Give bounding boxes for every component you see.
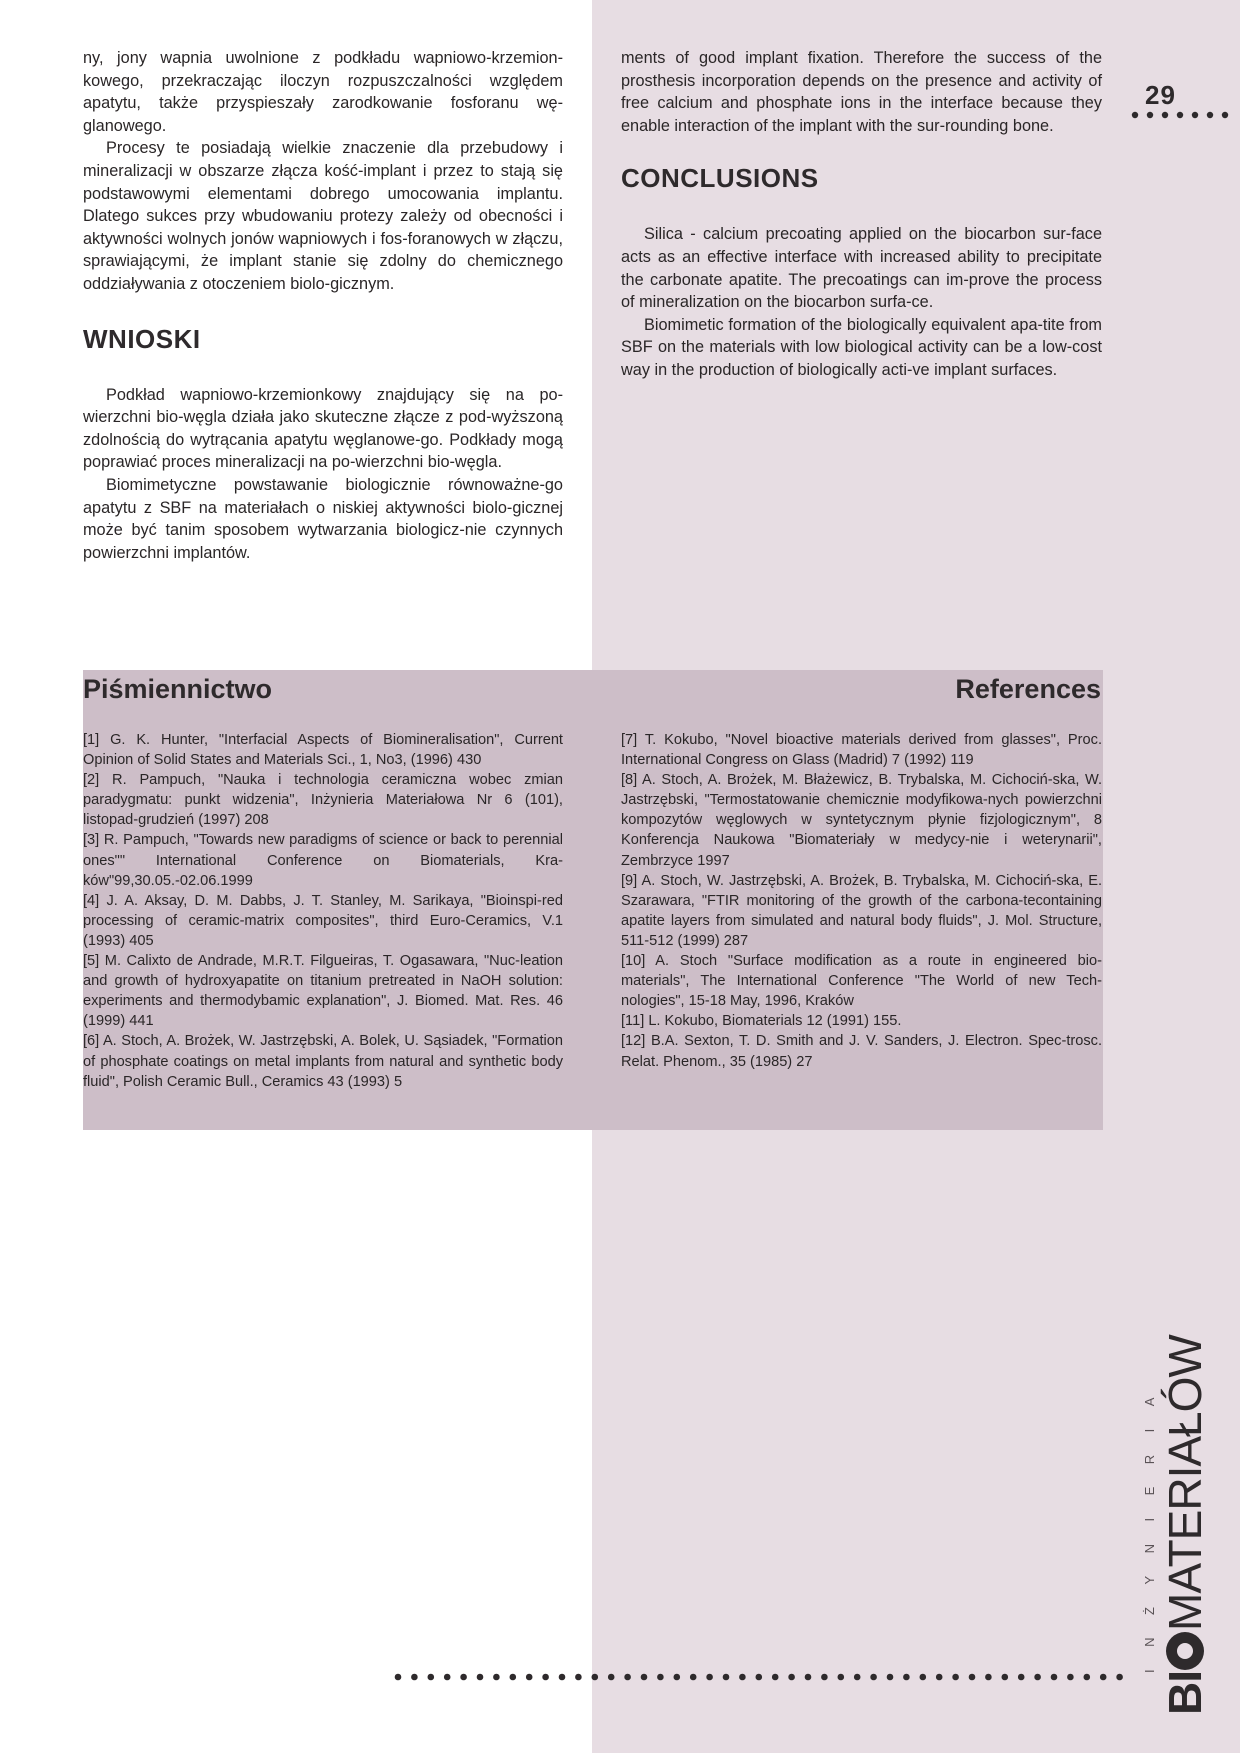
dot	[608, 1674, 615, 1681]
dot	[1100, 1674, 1107, 1681]
dot	[1051, 1674, 1058, 1681]
reference-item: [1] G. K. Hunter, "Interfacial Aspects of Biomineralisation", Current Opinion of Solid States and Materials Sci., 1, No3, (1996) 430	[83, 732, 563, 769]
dot	[1034, 1674, 1041, 1681]
references-heading-english: References	[955, 674, 1101, 704]
dot	[641, 1674, 648, 1681]
dot	[559, 1674, 566, 1681]
dot	[1116, 1674, 1123, 1681]
dot	[395, 1674, 402, 1681]
dot	[510, 1674, 517, 1681]
reference-item: [5] M. Calixto de Andrade, M.R.T. Filgueiras, T. Ogasawara, "Nuc-leation and growth of hydroxyapatite on titanium pretreated in NaOH solution: experiments and thermodybamic explanation", J. Biomed. Mat. Res. 46 (1999) 441	[83, 953, 563, 1030]
dot	[411, 1674, 418, 1681]
dot	[460, 1674, 467, 1681]
dot	[624, 1674, 631, 1681]
paragraph: Silica - calcium precoating applied on the biocarbon sur-face acts as an effective interface with increased ability to precipitate the carbonate apatite. The precoatings can im-prove the process of mineralization on the biocarbon surfa-ce.	[621, 225, 1102, 312]
dot	[575, 1674, 582, 1681]
reference-item: [3] R. Pampuch, "Towards new paradigms of science or back to perennial ones"" International Conference on Biomaterials, Kra-ków"99,30.05.-02.06.1999	[83, 832, 563, 889]
reference-item: [7] T. Kokubo, "Novel bioactive materials derived from glasses", Proc. International Congress on Glass (Madrid) 7 (1992) 119	[621, 732, 1102, 769]
dot	[674, 1674, 681, 1681]
logo-circle-icon	[1166, 1632, 1204, 1670]
logo-title-end: MATERIAŁÓW	[1159, 1335, 1211, 1631]
logo-title	[1160, 1335, 1210, 1715]
dot	[805, 1674, 812, 1681]
reference-item: [4] J. A. Aksay, D. M. Dabbs, J. T. Stanley, M. Sarikaya, "Bioinspi-red processing of ceramic-matrix composites", third Euro-Ceramics, V.1 (1993) 405	[83, 892, 563, 949]
dot	[723, 1674, 730, 1681]
reference-item: [8] A. Stoch, A. Brożek, M. Błażewicz, B. Trybalska, M. Cichociń-ska, W. Jastrzębski, "Termostatowanie chemicznie modyfikowa-nych powierzchni kompozytów węglowych w syntetycznym płynie fizjologicznym", 8 Konferencja Naukowa "Biomateriały w medycy-nie i weterynarii", Zembrzyce 1997	[621, 772, 1102, 869]
dot	[428, 1674, 435, 1681]
dot	[788, 1674, 795, 1681]
reference-item: [12] B.A. Sexton, T. D. Smith and J. V. Sanders, J. Electron. Spec-trosc. Relat. Phenom., 35 (1985) 27	[621, 1033, 1102, 1070]
logo-subtitle: INŻYNIERIA	[1142, 1375, 1157, 1673]
paragraph: ments of good implant fixation. Therefore the success of the prosthesis incorporation depends on the presence and activity of free calcium and phosphate ions in the interface because they enable interaction of the implant with the sur-rounding bone.	[621, 49, 1102, 135]
paragraph: Podkład wapniowo-krzemionkowy znajdujący się na po-wierzchni bio-węgla działa jako skuteczne złącze z pod-wyższoną zdolnością do wytrącania apatytu węglanowe-go. Podkłady mogą poprawiać proces mineralizacji na po-wierzchni bio-węgla.	[83, 385, 563, 472]
dot	[477, 1674, 484, 1681]
dot	[854, 1674, 861, 1681]
dot	[444, 1674, 451, 1681]
dot	[542, 1674, 549, 1681]
reference-item: [2] R. Pampuch, "Nauka i technologia ceramiczna wobec zmian paradygmatu: punkt widzenia", Inżynieria Materiałowa Nr 6 (101), listopad-grudzień (1997) 208	[83, 772, 563, 829]
dot	[870, 1674, 877, 1681]
page-number: 29	[1145, 80, 1176, 110]
dot	[985, 1674, 992, 1681]
paragraph: Biomimetic formation of the biologically equivalent apa-tite from SBF on the materials with low biological activity can be a low-cost way in the production of biologically acti-ve implant surfaces.	[621, 315, 1102, 379]
references-list-left	[83, 730, 563, 1092]
reference-item: [10] A. Stoch "Surface modification as a route in engineered bio-materials", The International Conference "The World of new Tech-nologies", 15-18 May, 1996, Kraków	[621, 953, 1102, 1010]
dot	[1002, 1674, 1009, 1681]
reference-item: [11] L. Kokubo, Biomaterials 12 (1991) 155.	[621, 1013, 902, 1030]
references-heading-polish: Piśmiennictwo	[83, 674, 273, 704]
dot	[706, 1674, 713, 1681]
dot	[1018, 1674, 1025, 1681]
decorative-dots-bottom	[392, 1671, 1134, 1683]
dot	[772, 1674, 779, 1681]
paragraph: Biomimetyczne powstawanie biologicznie równoważne-go apatytu z SBF na materiałach o niskiej aktywności biolo-gicznej może być tanim sposobem wytwarzania biologicz-nie czynnych powierzchni implantów.	[83, 475, 563, 562]
dot	[739, 1674, 746, 1681]
dot	[903, 1674, 910, 1681]
paragraph: Procesy te posiadają wielkie znaczenie dla przebudowy i mineralizacji w obszarze złącza kość-implant i przez to stają się podstawowymi elementami dobrego umocowania implantu. Dlatego sukces przy wbudowaniu protezy zależy od obecności i aktywności wolnych jonów wapniowych i fos-foranowych w złączu, sprawiającymi, że implant stanie się zdolny do chemicznego oddziaływania z otoczeniem biolo-gicznym.	[83, 139, 563, 293]
dot	[690, 1674, 697, 1681]
dot	[920, 1674, 927, 1681]
section-heading-wnioski: WNIOSKI	[83, 323, 201, 354]
dot	[493, 1674, 500, 1681]
dot	[592, 1674, 599, 1681]
dot	[526, 1674, 533, 1681]
dot	[657, 1674, 664, 1681]
dot	[936, 1674, 943, 1681]
polish-text-column	[83, 47, 563, 564]
dot	[1067, 1674, 1074, 1681]
paragraph: ny, jony wapnia uwolnione z podkładu wapniowo-krzemion-kowego, przekraczając iloczyn rozpuszczalności względem apatytu, także przyspieszały zarodkowanie fosforanu wę-glanowego.	[83, 49, 563, 135]
journal-logo	[1142, 1325, 1240, 1715]
section-heading-conclusions: CONCLUSIONS	[621, 163, 819, 194]
dot	[1084, 1674, 1091, 1681]
logo-title-start: BI	[1159, 1671, 1211, 1715]
dot	[821, 1674, 828, 1681]
dot	[969, 1674, 976, 1681]
reference-item: [9] A. Stoch, W. Jastrzębski, A. Brożek, B. Trybalska, M. Cichociń-ska, E. Szarawara, "FTIR monitoring of the growth of the carbona-tecontaining apatite layers from simulated and natural body fluids", J. Mol. Structure, 511-512 (1999) 287	[621, 872, 1102, 949]
dot	[952, 1674, 959, 1681]
dot	[838, 1674, 845, 1681]
decorative-dots-top	[1130, 109, 1230, 121]
english-text-column	[621, 47, 1102, 382]
references-list-right	[621, 730, 1102, 1072]
reference-item: [6] A. Stoch, A. Brożek, W. Jastrzębski, A. Bolek, U. Sąsiadek, "Formation of phosphate coatings on metal implants from natural and synthetic body fluid", Polish Ceramic Bull., Ceramics 43 (1993) 5	[83, 1033, 563, 1090]
dot	[756, 1674, 763, 1681]
dot	[887, 1674, 894, 1681]
